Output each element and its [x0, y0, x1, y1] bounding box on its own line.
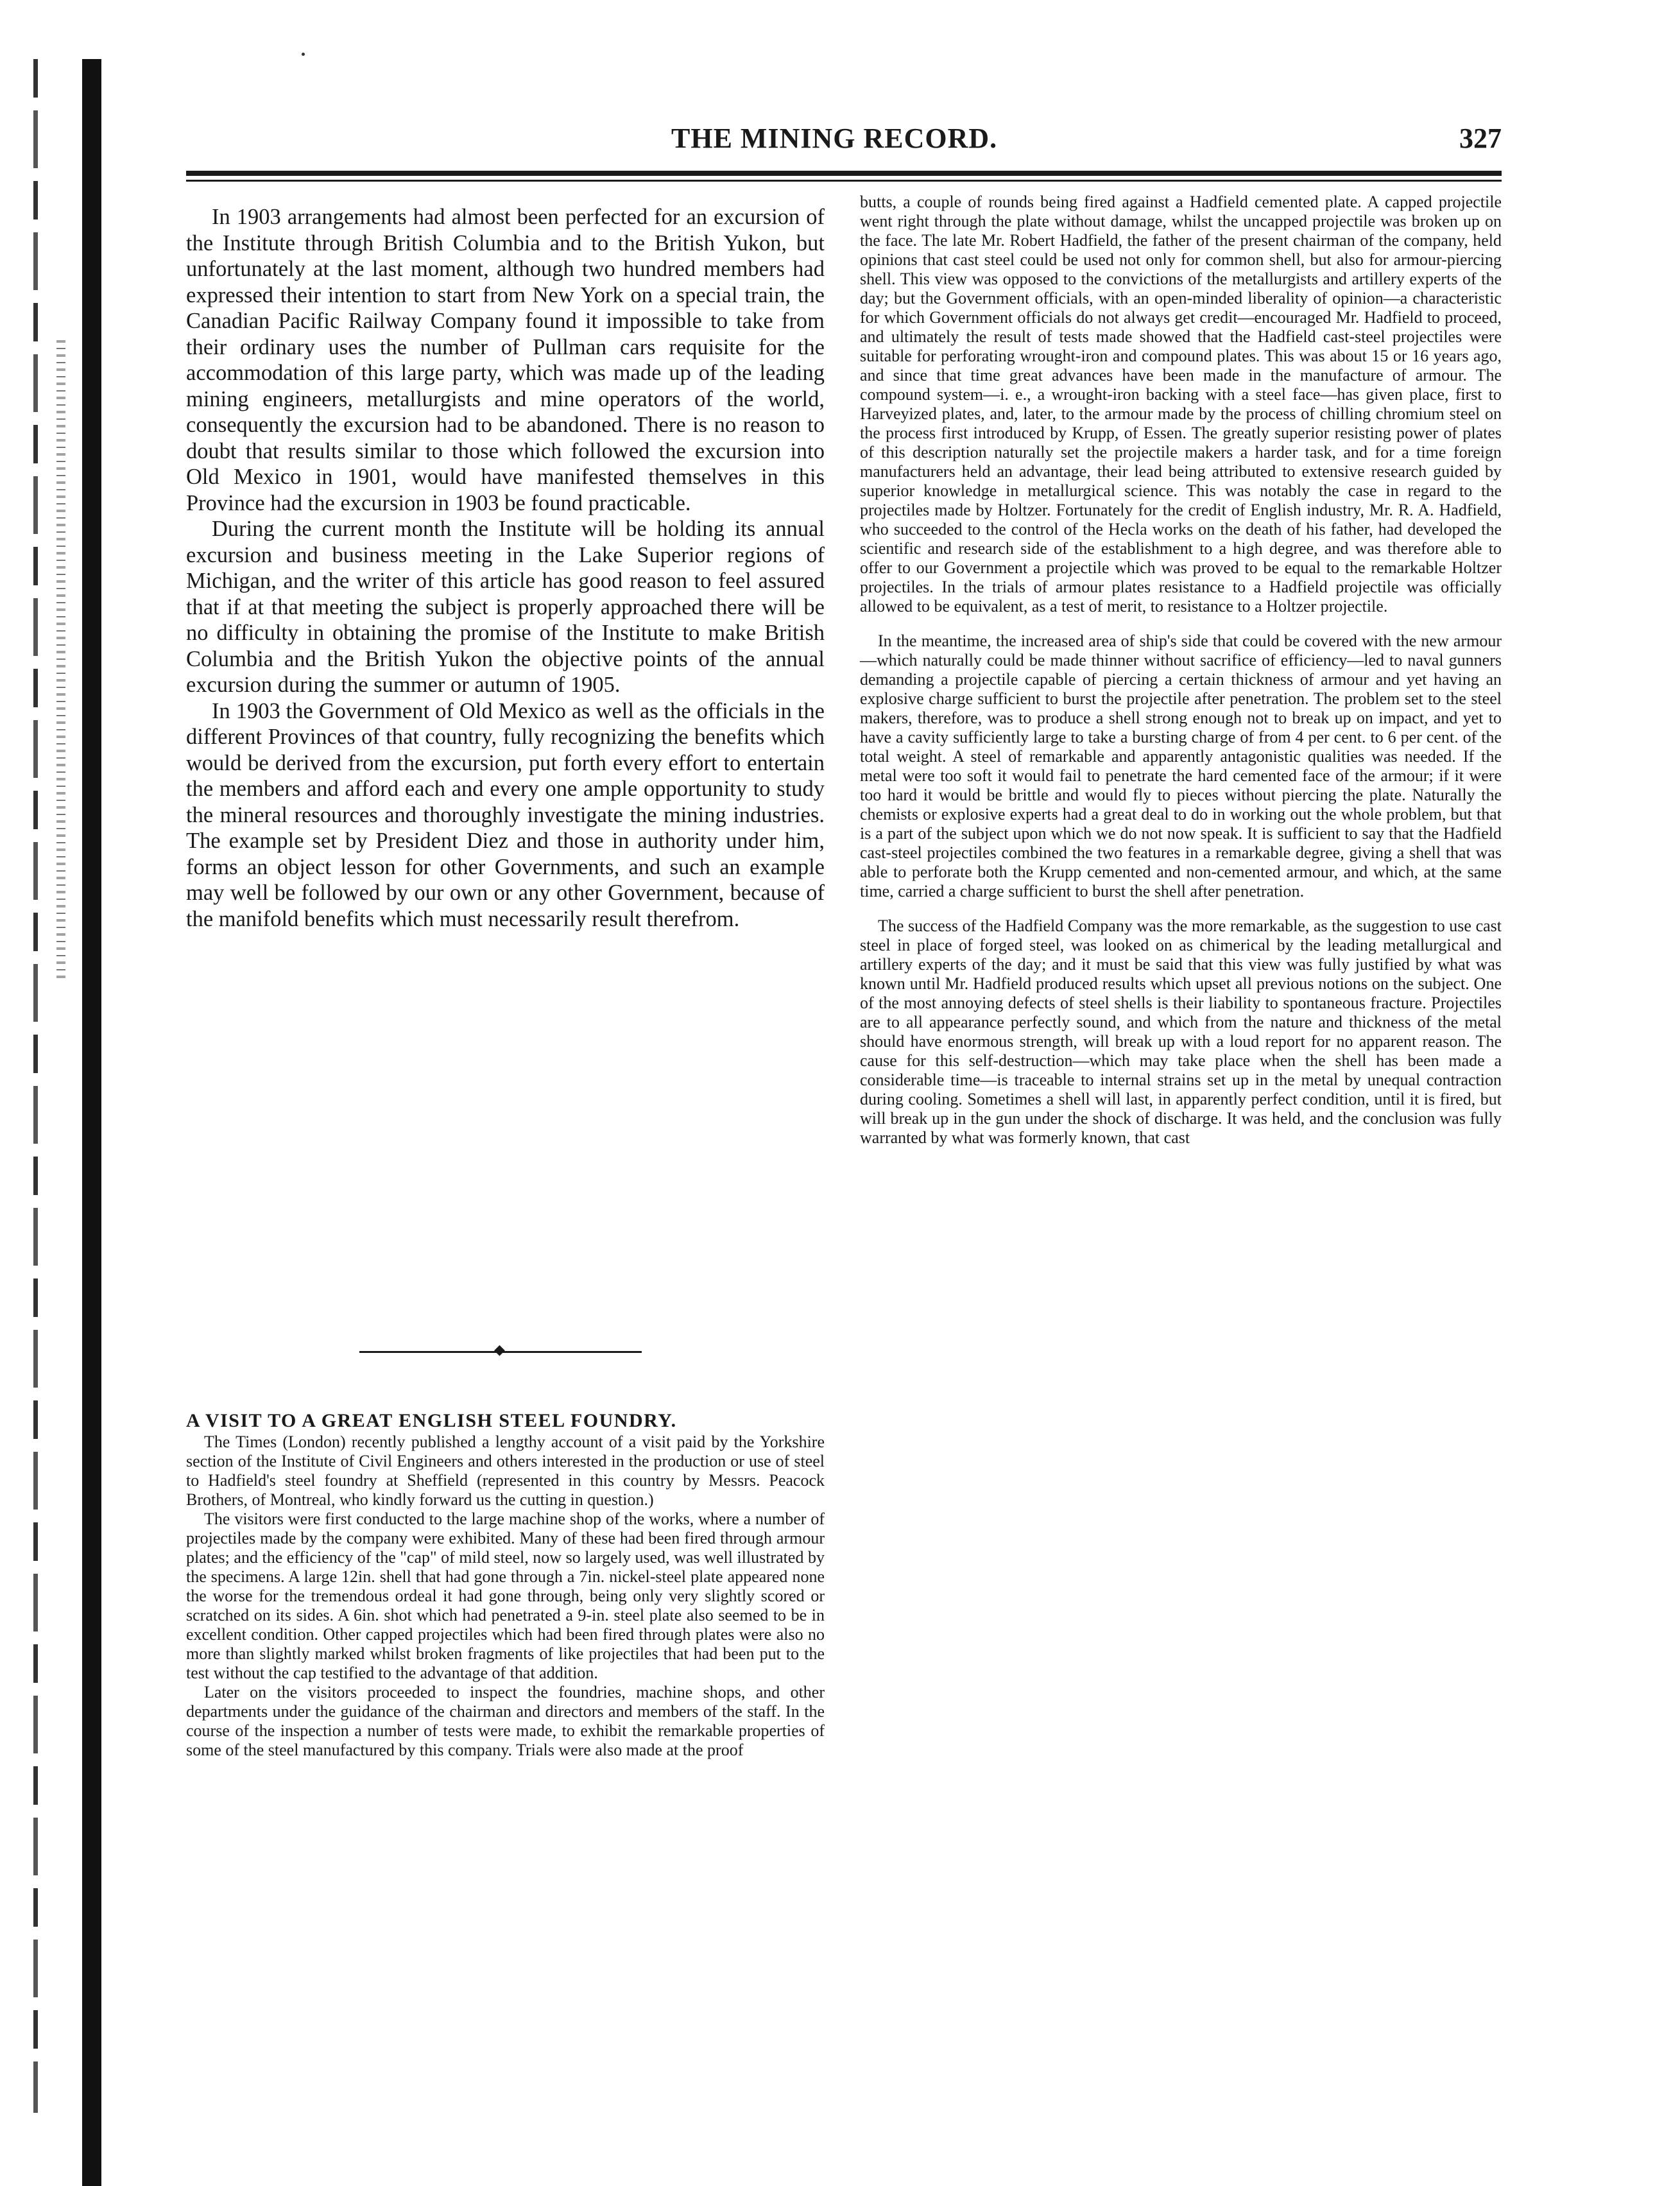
right-column: [860, 193, 1502, 1148]
left-column: [186, 204, 825, 932]
header-rule-thick: [186, 171, 1502, 176]
paragraph-foundries: Later on the visitors proceeded to inspect the foundries, machine shops, and other departments under the guidance of the chairman and directors and members of the staff. In the course of the inspection a number of tests were made, to exhibit the remarkable properties of some of the steel manufactured by this company. Trials were also made at the proof: [186, 1683, 825, 1759]
divider-ornament: ◆: [494, 1342, 505, 1358]
page-header: [186, 122, 1502, 167]
binding-edge-strip: [82, 59, 101, 2186]
paragraph-excursion-1903: In 1903 arrangements had almost been perfected for an excursion of the Institute through British Columbia and to the British Yukon, but unfortunately at the last moment, although two hundred members had expressed their intention to start from New York on a special train, the Canadian Pacific Railway Company found it impossible to take from their ordinary uses the number of Pullman cars requisite for the accommodation of this large party, which was made up of the leading mining engineers, metallurgists and mine operators of the world, consequently the excursion had to be abandoned. There is no reason to doubt that results similar to those which followed the excursion into Old Mexico in 1901, would have manifested themselves in this Province had the excursion in 1903 be found practicable.: [186, 205, 825, 515]
paragraph-old-mexico: In 1903 the Government of Old Mexico as well as the officials in the different Provinces of that country, fully recognizing the benefits which would be derived from the excursion, put forth every effort to entertain the members and afford each and every one ample opportunity to study the mineral resources and thoroughly investigate the mining industries. The example set by President Diez and those in authority under him, forms an object lesson for other Governments, and such an example may well be followed by our own or any other Government, because of the manifold benefits which must necessarily result therefrom.: [186, 698, 825, 931]
header-rule-thin: [186, 180, 1502, 182]
paragraph-success: The success of the Hadfield Company was the more remarkable, as the suggestion to use cast steel in place of forged steel, was looked on as chimerical by the leading metallurgical and artillery experts of the day; and it must be said that this view was fully justified by what was known until Mr. Hadfield produced results which upset all previous notions on the subject. One of the most annoying defects of steel shells is their liability to spontaneous fracture. Projectiles are to all appearance perfectly sound, and which from the nature and thickness of the metal should have enormous strength, will break up with a loud report for no apparent reason. The cause for this self-destruction—which may take place when the shell has been made a considerable time—is traceable to internal strains set up in the metal by unequal contraction during cooling. Sometimes a shell will last, in apparently perfect condition, until it is fired, but will break up in the gun under the shock of discharge. It was held, and the conclusion was fully warranted by what was formerly known, that cast: [860, 917, 1502, 1147]
page-number: 327: [1459, 123, 1502, 154]
binding-edge-thin: [33, 59, 38, 2113]
article-heading: A VISIT TO A GREAT ENGLISH STEEL FOUNDRY.: [186, 1409, 677, 1431]
paragraph-times-account: The Times (London) recently published a lengthy account of a visit paid by the Yorkshire section of the Institute of Civil Engineers and others interested in the production or use of steel to Hadfield's steel foundry at Sheffield (represented in this country by Messrs. Peacock Brothers, of Montreal, who kindly forward us the cutting in question.): [186, 1433, 825, 1509]
paragraph-meantime: In the meantime, the increased area of ship's side that could be covered with the new armour—which naturally could be made thinner without sacrifice of efficiency—led to naval gunners demanding a projectile capable of piercing a certain thickness of armour and yet having an explosive charge sufficient to burst the projectile after penetration. The problem set to the steel makers, therefore, was to produce a shell strong enough not to break up on impact, and yet to have a cavity sufficiently large to take a bursting charge of from 4 per cent. to 6 per cent. of the total weight. A steel of remarkable and apparently antagonistic qualities was needed. If the metal were too soft it would fail to penetrate the hard cemented face of the armour; if it were too hard it would be brittle and would fly to pieces without piercing the plate. Naturally the chemists or explosive experts had a great deal to do in working out the whole problem, but that is a part of the subject upon which we do not now speak. It is sufficient to say that the Hadfield cast-steel projectiles combined the two features in a remarkable degree, giving a shell that was able to perforate both the Krupp cemented and non-cemented armour, and which, at the same time, carried a charge sufficient to burst the shell after penetration.: [860, 632, 1502, 900]
article-left-column: [186, 1433, 825, 1760]
paragraph-annual-excursion: During the current month the Institute will be holding its annual excursion and business meeting in the Lake Superior regions of Michigan, and the writer of this article has good reason to feel assured that if at that meeting the subject is properly approached there will be no difficulty in obtaining the promise of the Institute to make British Columbia and the British Yukon the objective points of the annual excursion during the summer or autumn of 1905.: [186, 517, 825, 697]
scan-speck: [302, 53, 305, 56]
running-title: THE MINING RECORD.: [671, 123, 998, 154]
binding-edge-speckle: [56, 340, 65, 982]
paragraph-machine-shop: The visitors were first conducted to the large machine shop of the works, where a number of projectiles made by the company were exhibited. Many of these had been fired through armour plates; and the efficiency of the "cap" of mild steel, now so largely used, was well illustrated by the specimens. A large 12in. shell that had gone through a 7in. nickel-steel plate appeared none the worse for the tremendous ordeal it had gone through, being only very slightly scored or scratched on its sides. A 6in. shot which had penetrated a 9-in. steel plate also seemed to be in excellent condition. Other capped projectiles which had been fired through plates were also no more than slightly marked whilst broken fragments of like projectiles that had been put to the test without the cap testified to the advantage of that addition.: [186, 1510, 825, 1682]
paragraph-proof-butts: butts, a couple of rounds being fired against a Hadfield cemented plate. A capped projectile went right through the plate without damage, whilst the uncapped projectile was broken up on the face. The late Mr. Robert Hadfield, the father of the present chairman of the company, held opinions that cast steel could be used not only for common shell, but also for armour-piercing shell. This view was opposed to the convictions of the metallurgists and artillery experts of the day; but the Government officials, with an open-minded liberality of opinion—a characteristic for which Government officials do not always get credit—encouraged Mr. Hadfield to proceed, and ultimately the result of tests made showed that the Hadfield cast-steel projectiles were suitable for perforating wrought-iron and compound plates. This was about 15 or 16 years ago, and since that time great advances have been made in the manufacture of armour. The compound system—i. e., a wrought-iron backing with a steel face—has given place, first to Harveyized plates, and, later, to the armour made by the process of chilling chromium steel on the process first introduced by Krupp, of Essen. The greatly superior resisting power of plates of this description naturally set the projectile makers a harder task, and for a time foreign manufacturers held an advantage, their lead being attributed to extensive research guided by superior knowledge in metallurgical science. This was notably the case in regard to the projectiles made by Holtzer. Fortunately for the credit of English industry, Mr. R. A. Hadfield, who succeeded to the control of the Hecla works on the death of his father, had developed the scientific and research side of the establishment to a high degree, and was therefore able to offer to our Government a projectile which was proved to be equal to the remarkable Holtzer projectiles. In the trials of armour plates resistance to a Hadfield projectile was officially allowed to be equivalent, as a test of merit, to resistance to a Holtzer projectile.: [860, 193, 1502, 615]
